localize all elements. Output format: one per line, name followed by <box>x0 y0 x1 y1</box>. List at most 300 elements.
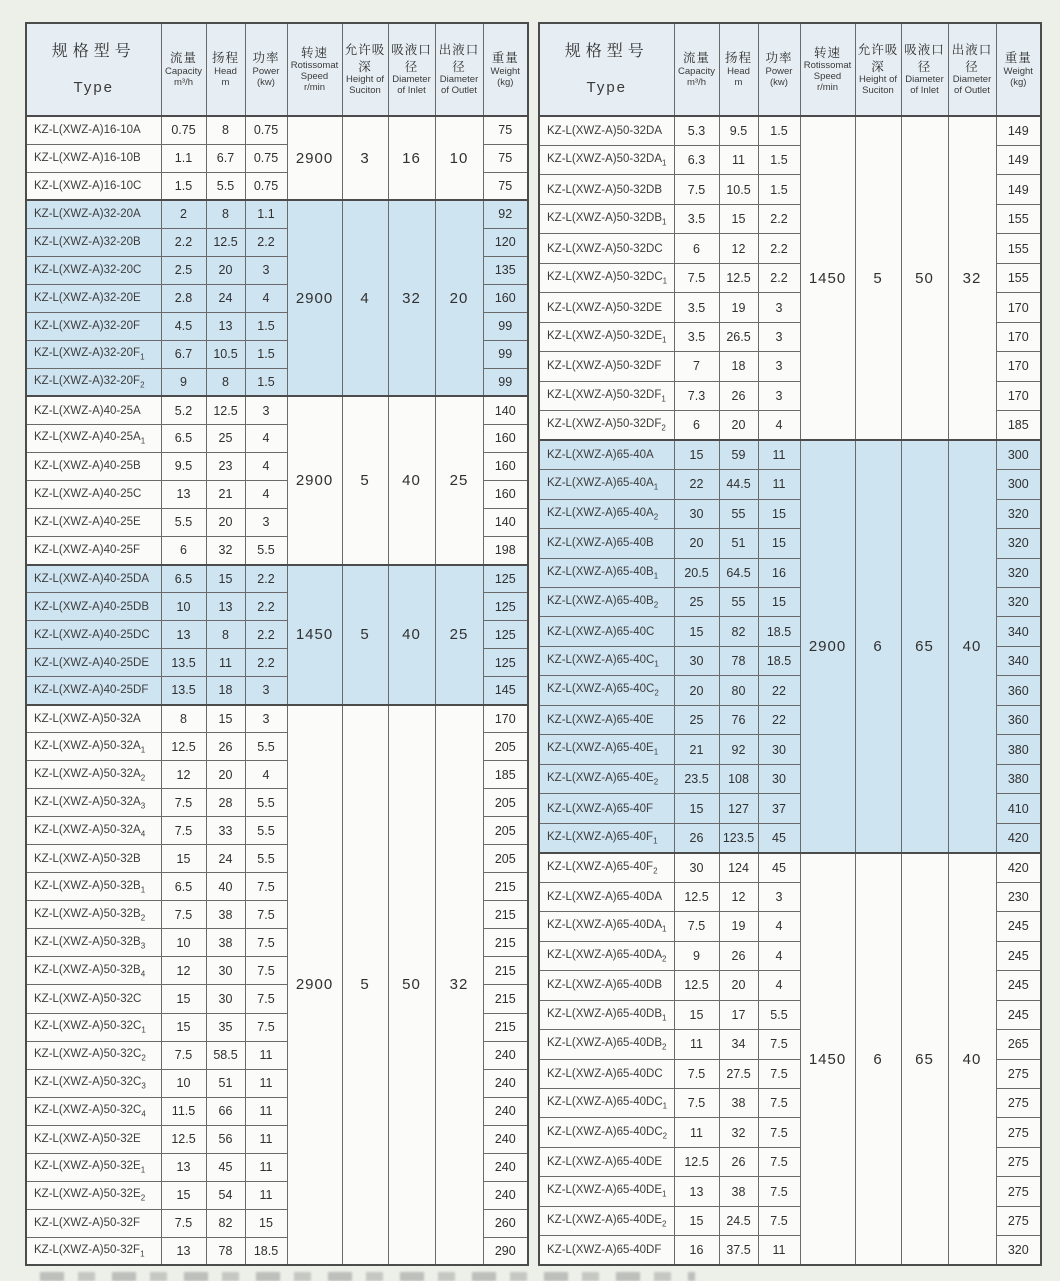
power-cell: 11 <box>245 1097 287 1125</box>
capacity-cell: 8 <box>161 705 206 733</box>
head-cell: 32 <box>206 536 245 564</box>
model-subscript: 1 <box>662 276 668 286</box>
weight-cell: 410 <box>996 794 1041 823</box>
capacity-cell: 6 <box>674 411 719 440</box>
model-cell: $KZ-L(XWZ-A)50-32A_2$ <box>26 761 161 789</box>
model-cell: KZ-L(XWZ-A)40-25F <box>26 536 161 564</box>
head-cell: 18 <box>719 352 758 381</box>
weight-cell: 320 <box>996 529 1041 558</box>
model-subscript: 1 <box>140 1249 145 1259</box>
head-cell: 34 <box>719 1030 758 1059</box>
capacity-cell: 30 <box>674 499 719 528</box>
header-label-cn: 扬程 <box>724 51 752 66</box>
weight-cell: 320 <box>996 499 1041 528</box>
weight-cell: 155 <box>996 204 1041 233</box>
capacity-cell: 30 <box>674 646 719 675</box>
spec-row <box>539 116 1041 145</box>
model-subscript: 2 <box>653 600 659 610</box>
head-cell: 78 <box>719 646 758 675</box>
power-cell: 7.5 <box>758 1059 800 1088</box>
model-cell: KZ-L(XWZ-A)65-40C <box>539 617 674 646</box>
model-subscript: 2 <box>661 423 666 433</box>
model-cell: $KZ-L(XWZ-A)65-40DE_2$ <box>539 1206 674 1235</box>
header-label-en: Capacity <box>678 65 715 77</box>
power-cell: 1.5 <box>245 312 287 340</box>
power-cell: 2.2 <box>245 565 287 593</box>
head-cell: 55 <box>719 588 758 617</box>
weight-cell: 300 <box>996 440 1041 469</box>
power-cell: 15 <box>758 588 800 617</box>
weight-cell: 300 <box>996 470 1041 499</box>
power-cell: 18.5 <box>245 1237 287 1265</box>
model-subscript: 2 <box>653 511 659 521</box>
power-cell: 7.5 <box>245 1013 287 1041</box>
model-subscript: 1 <box>140 352 145 362</box>
head-cell: 5.5 <box>206 172 245 200</box>
power-cell: 1.5 <box>245 368 287 396</box>
suction-height-cell: 5 <box>855 116 901 440</box>
capacity-cell: 25 <box>674 588 719 617</box>
head-cell: 8 <box>206 200 245 228</box>
weight-cell: 140 <box>483 508 528 536</box>
weight-cell: 205 <box>483 789 528 817</box>
power-cell: 4 <box>758 411 800 440</box>
weight-cell: 155 <box>996 263 1041 292</box>
capacity-cell: 0.75 <box>161 116 206 144</box>
head-cell: 28 <box>206 789 245 817</box>
power-cell: 7.5 <box>758 1147 800 1176</box>
head-cell: 78 <box>206 1237 245 1265</box>
head-cell: 37.5 <box>719 1236 758 1265</box>
capacity-cell: 7.5 <box>161 1041 206 1069</box>
capacity-cell: 7.5 <box>674 1059 719 1088</box>
power-cell: 1.5 <box>758 116 800 145</box>
header-label-cn: 允许吸深 <box>857 43 899 74</box>
model-cell: KZ-L(XWZ-A)40-25DA <box>26 565 161 593</box>
power-cell: 7.5 <box>758 1088 800 1117</box>
spec-row <box>26 565 528 593</box>
model-subscript: 1 <box>141 1025 146 1035</box>
column-header <box>855 23 901 116</box>
model-cell: $KZ-L(XWZ-A)50-32E_1$ <box>26 1153 161 1181</box>
power-cell: 3 <box>245 508 287 536</box>
capacity-cell: 10 <box>161 593 206 621</box>
head-cell: 12 <box>719 882 758 911</box>
column-header <box>161 23 206 116</box>
model-cell: KZ-L(XWZ-A)40-25A <box>26 396 161 424</box>
model-cell: KZ-L(XWZ-A)40-25E <box>26 508 161 536</box>
power-cell: 4 <box>245 480 287 508</box>
inlet-diameter-cell: 40 <box>388 565 435 705</box>
power-cell: 4 <box>758 941 800 970</box>
model-subscript: 1 <box>662 335 667 345</box>
model-subscript: 1 <box>662 217 667 227</box>
weight-cell: 99 <box>483 340 528 368</box>
power-cell: 7.5 <box>245 929 287 957</box>
model-cell: KZ-L(XWZ-A)65-40DC <box>539 1059 674 1088</box>
head-cell: 19 <box>719 293 758 322</box>
head-cell: 44.5 <box>719 470 758 499</box>
header-label-cn: 规格型号 <box>51 43 136 61</box>
power-cell: 45 <box>758 853 800 882</box>
head-cell: 82 <box>719 617 758 646</box>
column-header <box>719 23 758 116</box>
header-label-cn: 转速 <box>813 45 841 60</box>
power-cell: 30 <box>758 735 800 764</box>
capacity-cell: 7.5 <box>674 175 719 204</box>
weight-cell: 160 <box>483 452 528 480</box>
model-cell: $KZ-L(XWZ-A)50-32DF_2$ <box>539 411 674 440</box>
header-label-en: Type <box>73 79 115 97</box>
header-label-en: Rotissomat Speed <box>290 60 339 83</box>
header-unit: m <box>734 76 743 88</box>
weight-cell: 215 <box>483 873 528 901</box>
column-header <box>948 23 996 116</box>
model-cell: $KZ-L(XWZ-A)65-40DC_1$ <box>539 1088 674 1117</box>
head-cell: 17 <box>719 1000 758 1029</box>
column-header <box>435 23 483 116</box>
head-cell: 38 <box>206 901 245 929</box>
suction-height-cell: 5 <box>342 396 388 564</box>
power-cell: 7.5 <box>245 957 287 985</box>
power-cell: 11 <box>245 1125 287 1153</box>
capacity-cell: 20 <box>674 676 719 705</box>
model-cell: KZ-L(XWZ-A)40-25DF <box>26 677 161 705</box>
outlet-diameter-cell: 10 <box>435 116 483 200</box>
column-header <box>342 23 388 116</box>
power-cell: 7.5 <box>758 1118 800 1147</box>
model-cell: KZ-L(XWZ-A)50-32B <box>26 845 161 873</box>
power-cell: 37 <box>758 794 800 823</box>
header-row <box>539 23 1041 116</box>
power-cell: 3 <box>245 705 287 733</box>
head-cell: 32 <box>719 1118 758 1147</box>
model-cell: $KZ-L(XWZ-A)50-32B_4$ <box>26 957 161 985</box>
weight-cell: 245 <box>996 912 1041 941</box>
power-cell: 4 <box>245 424 287 452</box>
head-cell: 19 <box>719 912 758 941</box>
model-cell: KZ-L(XWZ-A)16-10B <box>26 144 161 172</box>
model-subscript: 1 <box>140 436 146 446</box>
model-subscript: 2 <box>141 1053 146 1063</box>
header-unit: m³/h <box>687 76 706 88</box>
header-unit: m <box>221 76 230 88</box>
model-cell: KZ-L(XWZ-A)65-40DE <box>539 1147 674 1176</box>
head-cell: 24.5 <box>719 1206 758 1235</box>
capacity-cell: 15 <box>674 1206 719 1235</box>
header-label-en: Weight <box>490 65 520 77</box>
power-cell: 0.75 <box>245 144 287 172</box>
weight-cell: 205 <box>483 817 528 845</box>
power-cell: 1.5 <box>245 340 287 368</box>
suction-height-cell: 6 <box>855 440 901 853</box>
capacity-cell: 7 <box>674 352 719 381</box>
weight-cell: 240 <box>483 1041 528 1069</box>
capacity-cell: 22 <box>674 470 719 499</box>
model-subscript: 1 <box>662 1101 668 1111</box>
header-label-cn: 功率 <box>765 51 793 66</box>
header-label-en: Head <box>727 65 750 77</box>
weight-cell: 360 <box>996 676 1041 705</box>
header-label-en: Weight <box>1003 65 1033 77</box>
header-label-en: Diameter of Outlet <box>439 73 479 96</box>
power-cell: 7.5 <box>245 985 287 1013</box>
head-cell: 26 <box>719 1147 758 1176</box>
head-cell: 24 <box>206 284 245 312</box>
spec-row <box>26 396 528 424</box>
weight-cell: 240 <box>483 1125 528 1153</box>
weight-cell: 205 <box>483 733 528 761</box>
model-subscript: 1 <box>653 747 659 757</box>
column-header <box>287 23 342 116</box>
spec-row <box>26 200 528 228</box>
weight-cell: 275 <box>996 1206 1041 1235</box>
model-cell: $KZ-L(XWZ-A)50-32DA_1$ <box>539 145 674 174</box>
model-cell: $KZ-L(XWZ-A)50-32DC_1$ <box>539 263 674 292</box>
model-cell: $KZ-L(XWZ-A)50-32C_4$ <box>26 1097 161 1125</box>
head-cell: 15 <box>206 705 245 733</box>
inlet-diameter-cell: 50 <box>388 705 435 1266</box>
head-cell: 76 <box>719 705 758 734</box>
header-label-en: Capacity <box>165 65 202 77</box>
model-subscript: 1 <box>653 482 659 492</box>
speed-cell: 2900 <box>287 200 342 396</box>
model-cell: KZ-L(XWZ-A)50-32DC <box>539 234 674 263</box>
power-cell: 2.2 <box>758 263 800 292</box>
head-cell: 8 <box>206 116 245 144</box>
spec-table-left <box>25 22 529 1266</box>
head-cell: 51 <box>206 1069 245 1097</box>
header-label-cn: 出液口径 <box>438 43 480 74</box>
weight-cell: 75 <box>483 144 528 172</box>
weight-cell: 245 <box>996 1000 1041 1029</box>
capacity-cell: 2.5 <box>161 256 206 284</box>
head-cell: 12.5 <box>206 396 245 424</box>
head-cell: 11 <box>206 649 245 677</box>
weight-cell: 275 <box>996 1177 1041 1206</box>
model-subscript: 2 <box>140 380 145 390</box>
power-cell: 2.2 <box>758 234 800 263</box>
model-cell: $KZ-L(XWZ-A)50-32A_3$ <box>26 789 161 817</box>
head-cell: 15 <box>206 565 245 593</box>
power-cell: 1.5 <box>758 175 800 204</box>
head-cell: 6.7 <box>206 144 245 172</box>
head-cell: 9.5 <box>719 116 758 145</box>
head-cell: 82 <box>206 1209 245 1237</box>
power-cell: 5.5 <box>245 733 287 761</box>
capacity-cell: 3.5 <box>674 322 719 351</box>
power-cell: 18.5 <box>758 617 800 646</box>
model-subscript: 2 <box>140 1193 146 1203</box>
power-cell: 11 <box>758 470 800 499</box>
spec-row <box>26 705 528 733</box>
weight-cell: 360 <box>996 705 1041 734</box>
head-cell: 127 <box>719 794 758 823</box>
speed-cell: 2900 <box>287 116 342 200</box>
weight-cell: 320 <box>996 558 1041 587</box>
model-cell: KZ-L(XWZ-A)50-32A <box>26 705 161 733</box>
model-subscript: 1 <box>662 924 667 934</box>
model-subscript: 2 <box>653 865 658 875</box>
power-cell: 3 <box>245 256 287 284</box>
capacity-cell: 13 <box>161 1237 206 1265</box>
weight-cell: 245 <box>996 971 1041 1000</box>
head-cell: 25 <box>206 424 245 452</box>
weight-cell: 170 <box>483 705 528 733</box>
type-column-header <box>539 23 674 116</box>
power-cell: 3 <box>758 293 800 322</box>
weight-cell: 205 <box>483 845 528 873</box>
header-row <box>26 23 528 116</box>
head-cell: 59 <box>719 440 758 469</box>
model-cell: $KZ-L(XWZ-A)50-32F_1$ <box>26 1237 161 1265</box>
suction-height-cell: 6 <box>855 853 901 1266</box>
model-subscript: 4 <box>140 969 146 979</box>
header-label-cn: 扬程 <box>211 51 239 66</box>
header-unit: (kg) <box>1010 76 1027 88</box>
power-cell: 30 <box>758 764 800 793</box>
weight-cell: 240 <box>483 1153 528 1181</box>
outlet-diameter-cell: 40 <box>948 853 996 1266</box>
header-unit: (kw) <box>257 76 275 88</box>
header-label-en: Diameter of Inlet <box>905 73 944 96</box>
model-cell: $KZ-L(XWZ-A)65-40E_1$ <box>539 735 674 764</box>
capacity-cell: 15 <box>674 440 719 469</box>
weight-cell: 260 <box>483 1209 528 1237</box>
weight-cell: 340 <box>996 617 1041 646</box>
capacity-cell: 11 <box>674 1030 719 1059</box>
power-cell: 3 <box>758 322 800 351</box>
weight-cell: 275 <box>996 1147 1041 1176</box>
model-subscript: 4 <box>140 828 146 838</box>
model-cell: KZ-L(XWZ-A)65-40A <box>539 440 674 469</box>
speed-cell: 2900 <box>287 705 342 1266</box>
head-cell: 35 <box>206 1013 245 1041</box>
outlet-diameter-cell: 32 <box>948 116 996 440</box>
capacity-cell: 6 <box>674 234 719 263</box>
power-cell: 5.5 <box>245 789 287 817</box>
column-header <box>388 23 435 116</box>
power-cell: 5.5 <box>245 845 287 873</box>
header-unit: (kw) <box>770 76 788 88</box>
weight-cell: 170 <box>996 322 1041 351</box>
capacity-cell: 15 <box>161 1181 206 1209</box>
model-cell: $KZ-L(XWZ-A)65-40F_2$ <box>539 853 674 882</box>
power-cell: 15 <box>758 529 800 558</box>
inlet-diameter-cell: 50 <box>901 116 948 440</box>
power-cell: 22 <box>758 705 800 734</box>
head-cell: 20 <box>206 256 245 284</box>
capacity-cell: 2 <box>161 200 206 228</box>
column-header <box>206 23 245 116</box>
capacity-cell: 7.5 <box>674 263 719 292</box>
capacity-cell: 26 <box>674 823 719 852</box>
header-label-cn: 重量 <box>491 51 519 66</box>
model-cell: KZ-L(XWZ-A)65-40DB <box>539 971 674 1000</box>
weight-cell: 135 <box>483 256 528 284</box>
head-cell: 26 <box>719 941 758 970</box>
power-cell: 7.5 <box>245 901 287 929</box>
model-cell: KZ-L(XWZ-A)32-20B <box>26 228 161 256</box>
model-cell: $KZ-L(XWZ-A)50-32C_1$ <box>26 1013 161 1041</box>
power-cell: 3 <box>758 381 800 410</box>
column-header <box>758 23 800 116</box>
capacity-cell: 23.5 <box>674 764 719 793</box>
model-subscript: 1 <box>140 744 146 754</box>
power-cell: 15 <box>245 1209 287 1237</box>
head-cell: 20 <box>206 761 245 789</box>
weight-cell: 149 <box>996 145 1041 174</box>
weight-cell: 170 <box>996 352 1041 381</box>
header-label-cn: 重量 <box>1004 51 1032 66</box>
spec-table-right <box>538 22 1042 1266</box>
capacity-cell: 21 <box>674 735 719 764</box>
header-label-cn: 功率 <box>252 51 280 66</box>
capacity-cell: 13 <box>161 480 206 508</box>
model-cell: $KZ-L(XWZ-A)65-40E_2$ <box>539 764 674 793</box>
power-cell: 16 <box>758 558 800 587</box>
model-cell: $KZ-L(XWZ-A)50-32C_3$ <box>26 1069 161 1097</box>
weight-cell: 170 <box>996 381 1041 410</box>
head-cell: 8 <box>206 368 245 396</box>
power-cell: 5.5 <box>758 1000 800 1029</box>
table-header <box>539 23 1041 116</box>
capacity-cell: 15 <box>161 845 206 873</box>
model-subscript: 2 <box>662 1042 667 1052</box>
power-cell: 11 <box>245 1069 287 1097</box>
head-cell: 66 <box>206 1097 245 1125</box>
capacity-cell: 2.2 <box>161 228 206 256</box>
power-cell: 3 <box>245 396 287 424</box>
model-cell: KZ-L(XWZ-A)40-25B <box>26 452 161 480</box>
weight-cell: 215 <box>483 901 528 929</box>
model-cell: KZ-L(XWZ-A)40-25C <box>26 480 161 508</box>
head-cell: 23 <box>206 452 245 480</box>
head-cell: 80 <box>719 676 758 705</box>
weight-cell: 380 <box>996 735 1041 764</box>
weight-cell: 240 <box>483 1181 528 1209</box>
capacity-cell: 20.5 <box>674 558 719 587</box>
head-cell: 26 <box>719 381 758 410</box>
capacity-cell: 7.5 <box>161 901 206 929</box>
weight-cell: 320 <box>996 1236 1041 1265</box>
model-cell: $KZ-L(XWZ-A)50-32A_1$ <box>26 733 161 761</box>
column-header <box>674 23 719 116</box>
model-cell: $KZ-L(XWZ-A)65-40A_1$ <box>539 470 674 499</box>
model-cell: KZ-L(XWZ-A)50-32DB <box>539 175 674 204</box>
model-cell: KZ-L(XWZ-A)16-10C <box>26 172 161 200</box>
model-subscript: 1 <box>661 394 666 404</box>
capacity-cell: 11.5 <box>161 1097 206 1125</box>
power-cell: 4 <box>758 912 800 941</box>
model-cell: KZ-L(XWZ-A)65-40E <box>539 705 674 734</box>
power-cell: 4 <box>758 971 800 1000</box>
weight-cell: 275 <box>996 1059 1041 1088</box>
header-label-en: Power <box>252 65 280 77</box>
header-label-en: Diameter of Outlet <box>952 73 992 96</box>
capacity-cell: 12.5 <box>674 1147 719 1176</box>
model-cell: KZ-L(XWZ-A)50-32DE <box>539 293 674 322</box>
head-cell: 20 <box>719 971 758 1000</box>
capacity-cell: 9.5 <box>161 452 206 480</box>
header-label-en: Height of Suciton <box>858 73 898 96</box>
header-label-en: Rotissomat Speed <box>803 60 852 83</box>
weight-cell: 275 <box>996 1088 1041 1117</box>
power-cell: 3 <box>758 882 800 911</box>
head-cell: 26.5 <box>719 322 758 351</box>
model-subscript: 3 <box>141 1081 146 1091</box>
model-subscript: 1 <box>662 1189 667 1199</box>
